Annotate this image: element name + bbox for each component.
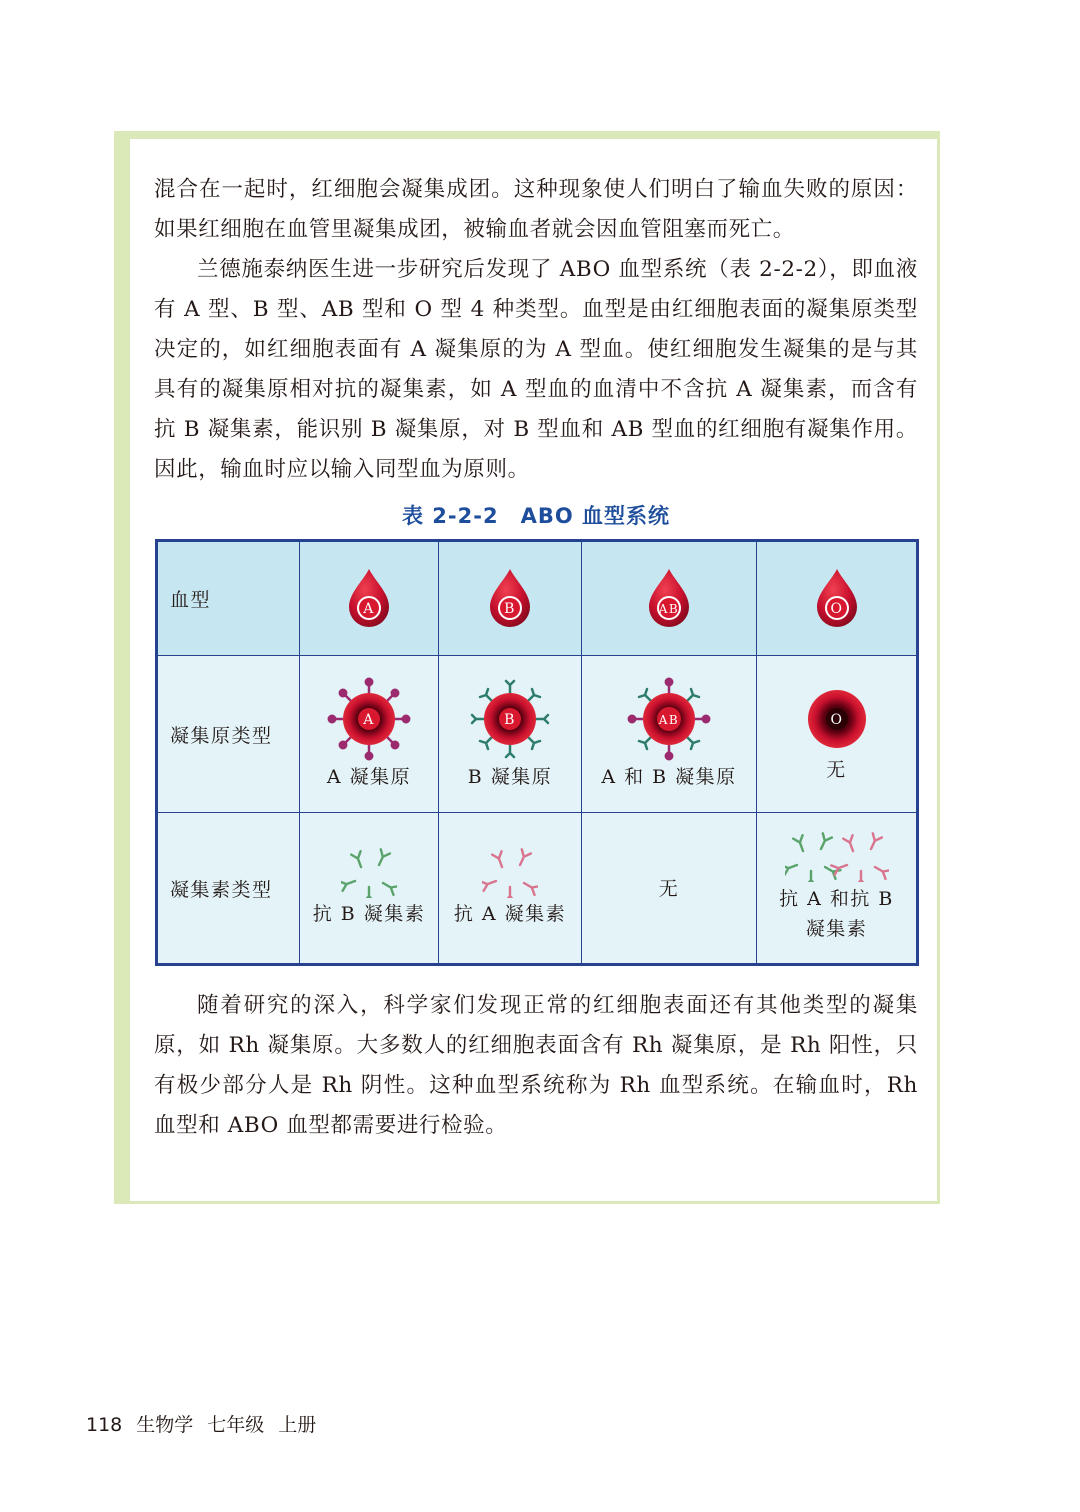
red-cell-no-antigen-icon: [802, 684, 872, 754]
agglutinin-label: 抗 A 凝集素: [453, 903, 567, 925]
blood-type-cell-b: [439, 541, 582, 656]
agglutinin-cell-o: [757, 813, 918, 965]
anti-a-and-anti-b-antibody-icon: [785, 832, 889, 882]
blood-type-cell-a: [300, 541, 439, 656]
page-number: 118: [86, 1414, 123, 1436]
blood-drop-icon: [813, 567, 861, 631]
agglutinin-label: 无: [658, 878, 680, 900]
book-subject: 生物学: [136, 1414, 194, 1436]
table-row-agglutinin: [157, 813, 918, 965]
agglutinin-label: 抗 A 和抗 B: [779, 888, 894, 910]
row-header-agglutinin: 凝集素类型: [157, 813, 300, 965]
antigen-label: A: [363, 712, 375, 728]
agglutinin-cell-b: [439, 813, 582, 965]
anti-a-antibody-icon: [482, 848, 538, 898]
table-caption: [154, 500, 918, 530]
blood-drop-icon: [486, 567, 534, 631]
antigen-label: AB: [658, 713, 680, 727]
agglutinogen-cell-b: [439, 656, 582, 813]
blood-type-label: A: [363, 600, 375, 617]
agglutinin-cell-a: [300, 813, 439, 965]
agglutinin-label: 抗 B 凝集素: [312, 903, 426, 925]
red-cell-b-antigen-icon: [468, 677, 552, 761]
table-caption-number: 表 2-2-2: [402, 504, 499, 528]
agglutinogen-label: A 凝集原: [326, 766, 412, 788]
blood-drop-icon: [345, 567, 393, 631]
red-cell-ab-antigen-icon: [627, 677, 711, 761]
table-row-blood-type: [157, 541, 918, 656]
agglutinogen-label: 无: [826, 759, 847, 781]
book-grade: 七年级: [207, 1414, 265, 1436]
agglutinogen-cell-ab: [582, 656, 757, 813]
blood-type-label: B: [504, 600, 516, 617]
agglutinogen-cell-a: [300, 656, 439, 813]
row-header-blood-type: 血型: [157, 541, 300, 656]
anti-b-antibody-icon: [341, 848, 397, 898]
abo-table: [155, 539, 919, 966]
row-header-agglutinogen: 凝集原类型: [157, 656, 300, 813]
paragraph-rh-system: 随着研究的深入，科学家们发现正常的红细胞表面还有其他类型的凝集原，如 Rh 凝集原。大多数人的红细胞表面含有 Rh 凝集原，是 Rh 阳性，只有极少部分人是 Rh 阴性。这种血型系统称为 Rh 血型系统。在输血时，Rh 血型和 ABO 血型都需要进行检验。: [154, 993, 918, 1138]
antigen-label: O: [830, 712, 843, 728]
page-footer: [86, 1410, 330, 1437]
agglutinogen-label: B 凝集原: [467, 766, 553, 788]
blood-type-label: O: [830, 600, 843, 617]
agglutinogen-label: A 和 B 凝集原: [601, 766, 737, 788]
red-cell-a-antigen-icon: [327, 677, 411, 761]
table-row-agglutinogen: [157, 656, 918, 813]
blood-type-cell-ab: [582, 541, 757, 656]
blood-type-label: AB: [658, 601, 680, 616]
table-caption-title: ABO 血型系统: [520, 504, 670, 528]
book-volume: 上册: [278, 1414, 317, 1436]
blood-drop-icon: [645, 567, 693, 631]
paragraph-intro: 混合在一起时，红细胞会凝集成团。这种现象使人们明白了输血失败的原因：如果红细胞在血管里凝集成团，被输血者就会因血管阻塞而死亡。: [154, 177, 918, 242]
paragraph-abo-system: 兰德施泰纳医生进一步研究后发现了 ABO 血型系统（表 2-2-2），即血液有 A 型、B 型、AB 型和 O 型 4 种类型。血型是由红细胞表面的凝集原类型决定的，如红细胞表面有 A 凝集原的为 A 型血。使红细胞发生凝集的是与其具有的凝集原相对抗的凝集素，如 A 型血的血清中不含抗 A 凝集素，而含有抗 B 凝集素，能识别 B 凝集原，对 B 型血和 AB 型血的红细胞有凝集作用。因此，输血时应以输入同型血为原则。: [154, 257, 918, 482]
agglutinin-label-continued: 凝集素: [805, 918, 868, 940]
blood-type-cell-o: [757, 541, 918, 656]
antigen-label: B: [504, 712, 516, 728]
agglutinogen-cell-o: [757, 656, 918, 813]
agglutinin-cell-ab: [582, 813, 757, 965]
